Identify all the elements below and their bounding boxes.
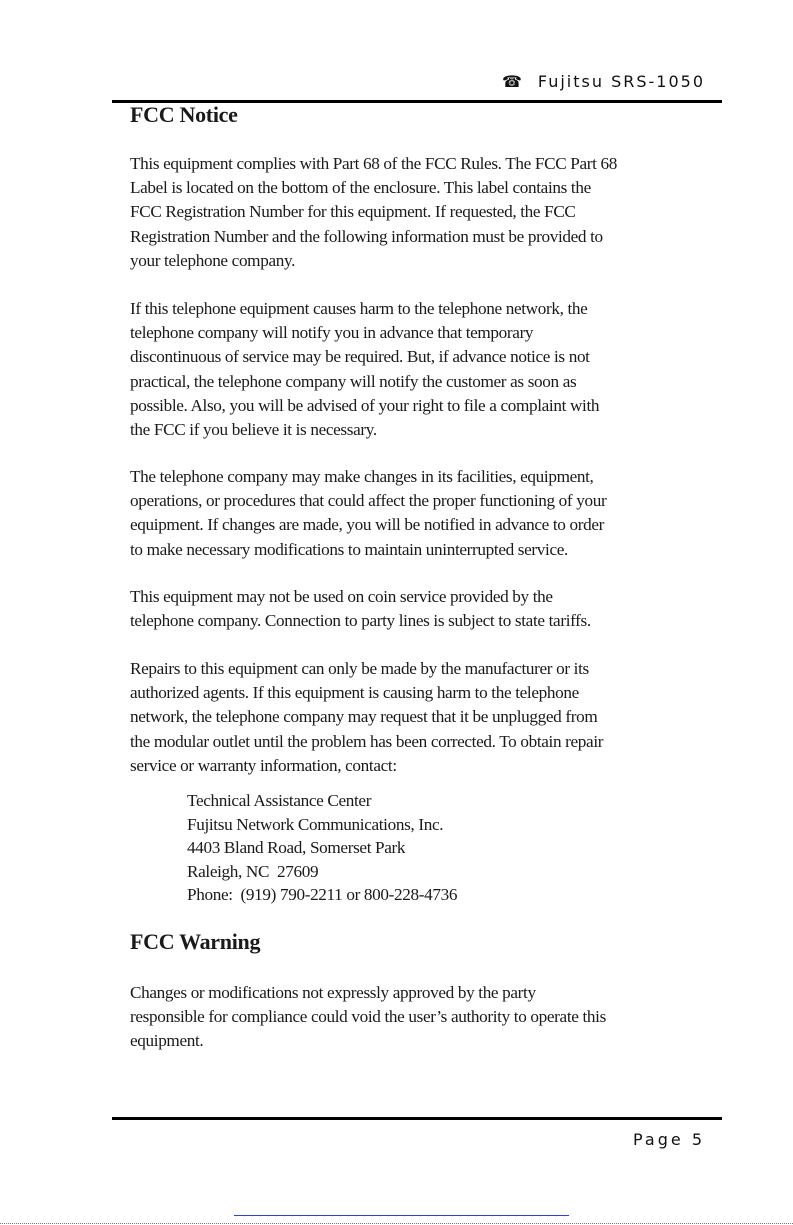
address-line: 4403 Bland Road, Somerset Park — [187, 838, 406, 857]
fcc-notice-heading: FCC Notice — [130, 102, 238, 127]
notice-paragraph-2: If this telephone equipment causes harm to the telephone network, the telephone company will notify you in advance that temporary discontinuous of service may be required. But, if advance notice is not practical, the telephone company will notify the customer as soon as possible. Also, you will be advised of your right to file a complaint with the FCC if you believe it is necessary. — [130, 299, 600, 440]
address-line: Fujitsu Network Communications, Inc. — [187, 814, 444, 834]
fcc-warning-heading: FCC Warning — [130, 929, 261, 954]
link-underline[interactable] — [234, 1215, 569, 1216]
notice-paragraph-1: This equipment complies with Part 68 of the FCC Rules. The FCC Part 68 Label is located on the bottom of the enclosure. This label contains the FCC Registration Number for this equipment. If requested, the FCC Registration Number and the following information must be provided to your telephone company. — [130, 154, 617, 270]
telephone-icon: ☎ — [501, 72, 524, 91]
notice-paragraph-3: The telephone company may make changes in its facilities, equipment, operations, or procedures that could affect the proper functioning of your equipment. If changes are made, you will be notified in advance to order to make necessary modifications to maintain uninterrupted service. — [130, 467, 607, 559]
header-title: Fujitsu SRS-1050 — [537, 72, 705, 91]
address-line: Phone: (919) 790-2211 or 800-228-4736 — [187, 885, 458, 904]
address-line: Raleigh, NC 27609 — [187, 861, 319, 881]
contact-address-block — [187, 789, 457, 907]
address-line: Technical Assistance Center — [187, 791, 372, 810]
page-number: Page 5 — [633, 1130, 705, 1149]
page-header — [502, 72, 705, 91]
notice-paragraph-4: This equipment may not be used on coin service provided by the telephone company. Connection to party lines is subject to state tariffs. — [130, 587, 591, 631]
warning-paragraph: Changes or modifications not expressly approved by the party responsible for compliance could void the user’s authority to operate this equipment. — [130, 983, 606, 1051]
page-edge-divider — [0, 1223, 793, 1224]
notice-paragraph-5: Repairs to this equipment can only be made by the manufacturer or its authorized agents. If this equipment is causing harm to the telephone network, the telephone company may request that it be unplugged from the modular outlet until the problem has been corrected. To obtain repair service or warranty information, contact: — [130, 659, 604, 775]
footer-rule — [112, 1117, 722, 1120]
